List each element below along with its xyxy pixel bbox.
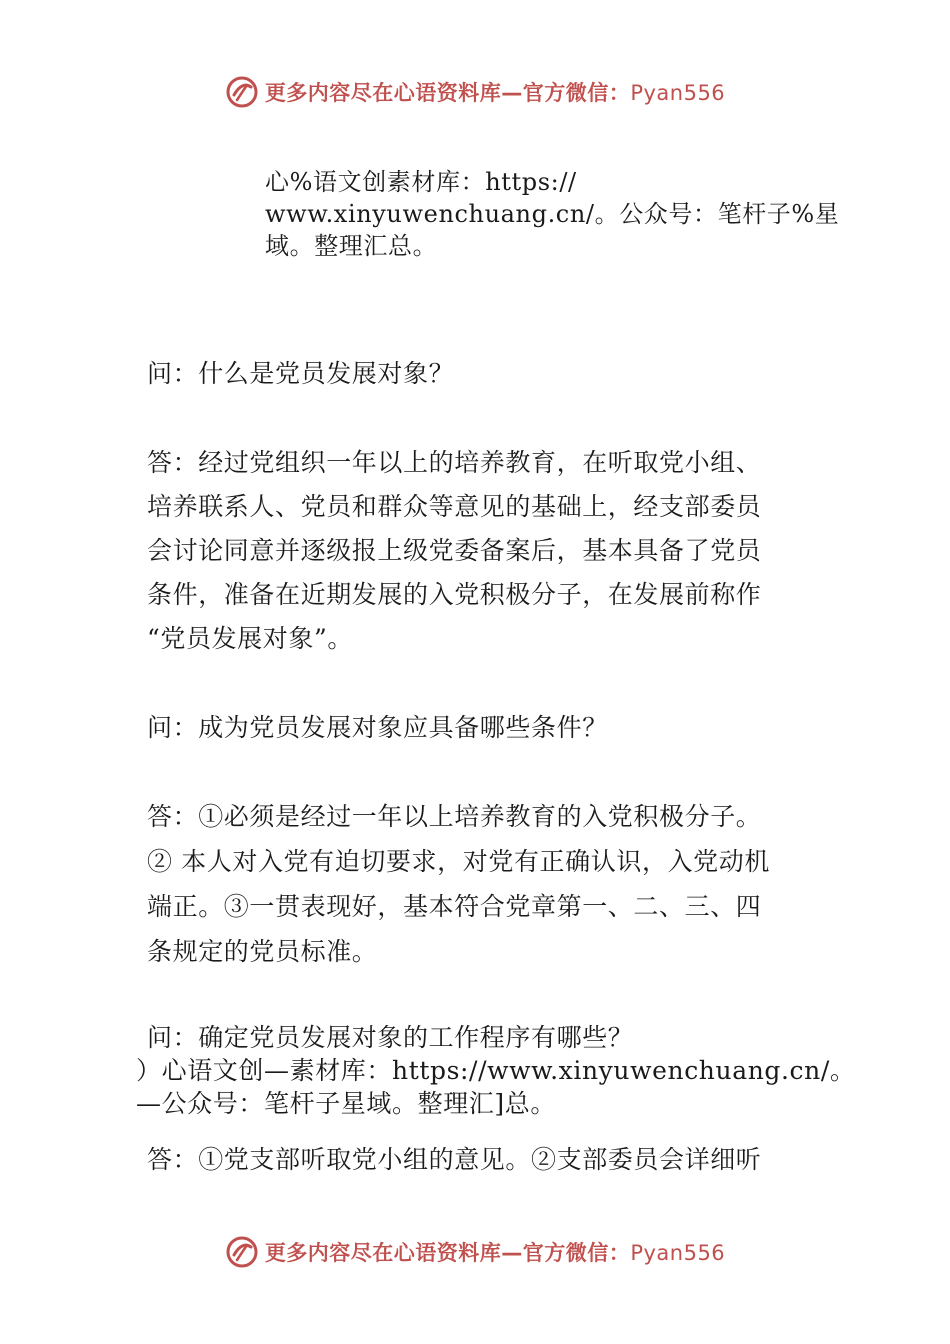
answer-line: 答：经过党组织一年以上的培养教育，在听取党小组、 xyxy=(147,448,762,477)
answer-line: 条规定的党员标准。 xyxy=(147,937,378,966)
logo-icon xyxy=(225,75,259,109)
logo-icon xyxy=(225,1235,259,1269)
promo-line: —公众号：笔杆子星域。整理汇]总。 xyxy=(136,1089,556,1118)
answer-line: “党员发展对象”。 xyxy=(147,624,353,653)
answer-line: 会讨论同意并逐级报上级党委备案后，基本具备了党员 xyxy=(147,536,762,565)
answer-line: ② 本人对入党有迫切要求，对党有正确认识，入党动机 xyxy=(147,847,770,876)
header-note-line: www.xinyuwenchuang.cn/。公众号：笔杆子%星 xyxy=(265,200,840,228)
question-text: 问：确定党员发展对象的工作程序有哪些？ xyxy=(147,1023,634,1052)
answer-line: 培养联系人、党员和群众等意见的基础上，经支部委员 xyxy=(147,492,762,521)
banner-text: 更多内容尽在心语资料库—官方微信：Pyan556 xyxy=(264,81,726,105)
bottom-banner xyxy=(0,1232,950,1272)
question-text: 问：什么是党员发展对象？ xyxy=(147,359,455,388)
answer-line: 答：①党支部听取党小组的意见。②支部委员会详细听 xyxy=(147,1145,762,1174)
top-banner xyxy=(0,72,950,112)
promo-line: ）心语文创—素材库：https://www.xinyuwenchuang.cn/。 xyxy=(136,1056,856,1085)
answer-line: 端正。③一贯表现好，基本符合党章第一、二、三、四 xyxy=(147,892,762,921)
banner-text: 更多内容尽在心语资料库—官方微信：Pyan556 xyxy=(264,1241,726,1265)
answer-line: 答：①必须是经过一年以上培养教育的入党积极分子。 xyxy=(147,802,762,831)
answer-line: 条件，准备在近期发展的入党积极分子，在发展前称作 xyxy=(147,580,762,609)
header-note-line: 心%语文创素材库：https:// xyxy=(265,168,577,196)
header-note-line: 域。整理汇总。 xyxy=(265,232,438,260)
question-text: 问：成为党员发展对象应具备哪些条件？ xyxy=(147,713,608,742)
